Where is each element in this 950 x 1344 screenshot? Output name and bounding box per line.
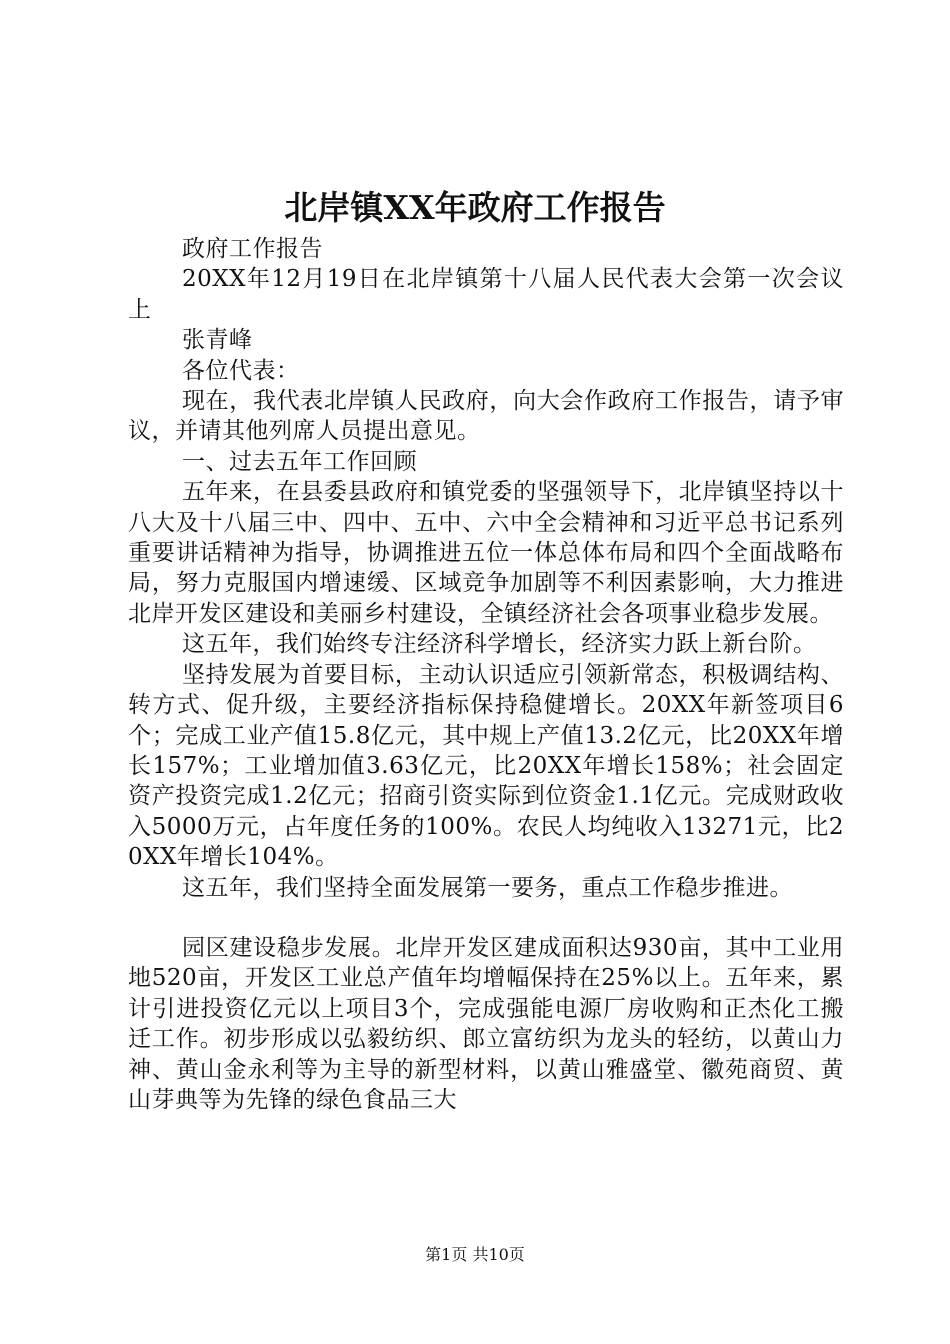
paragraph-speaker: 张青峰 (182, 327, 253, 354)
paragraph-economic-strength: 这五年，我们始终专注经济科学增长，经济实力跃上新台阶。 (182, 631, 817, 658)
page-footer: 第1页 共10页 (425, 1245, 525, 1264)
paragraph-gap (128, 903, 844, 933)
paragraph-intro: 现在，我代表北岸镇人民政府，向大会作政府工作报告，请予审议，并请其他列席人员提出意见。 (128, 388, 844, 445)
paragraph-meeting-info: 20XX年12月19日在北岸镇第十八届人民代表大会第一次会议上 (128, 266, 844, 323)
paragraph-park-construction: 园区建设稳步发展。北岸开发区建成面积达930亩，其中工业用地520亩，开发区工业总产值年均增幅保持在25%以上。五年来，累计引进投资亿元以上项目3个，完成强能电源厂房收购和正杰化工搬迁工作。初步形成以弘毅纺织、郎立富纺织为龙头的轻纺，以黄山力神、黄山金永利等为主导的新型材料，以黄山雅盛堂、徽苑商贸、黄山芽典等为先锋的绿色食品三大 (128, 934, 844, 1113)
paragraph-key-work: 这五年，我们坚持全面发展第一要务，重点工作稳步推进。 (182, 874, 793, 901)
document-title: 北岸镇XX年政府工作报告 (284, 188, 666, 227)
paragraph-salutation: 各位代表： (182, 357, 300, 384)
paragraph-subtitle: 政府工作报告 (182, 236, 323, 262)
section-heading-review: 一、过去五年工作回顾 (182, 448, 417, 475)
paragraph-five-years: 五年来，在县委县政府和镇党委的坚强领导下，北岸镇坚持以十八大及十八届三中、四中、五中、六中全会精神和习近平总书记系列重要讲话精神为指导，协调推进五位一体总体布局和四个全面战略布局，努力克服国内增速缓、区域竞争加剧等不利因素影响，大力推进北岸开发区建设和美丽乡村建设，全镇经济社会各项事业稳步发展。 (128, 479, 844, 627)
paragraph-economic-indicators: 坚持发展为首要目标，主动认识适应引领新常态，积极调结构、转方式、促升级，主要经济指标保持稳健增长。20XX年新签项目6个；完成工业产值15.8亿元，其中规上产值13.2亿元，比20XX年增长157%；工业增加值3.63亿元，比20XX年增长158%；社会固定资产投资完成1.2亿元；招商引资实际到位资金1.1亿元。完成财政收入5000万元，占年度任务的100%。农民人均纯收入13271元，比20XX年增长104%。 (128, 661, 844, 871)
document-body (128, 234, 844, 1115)
